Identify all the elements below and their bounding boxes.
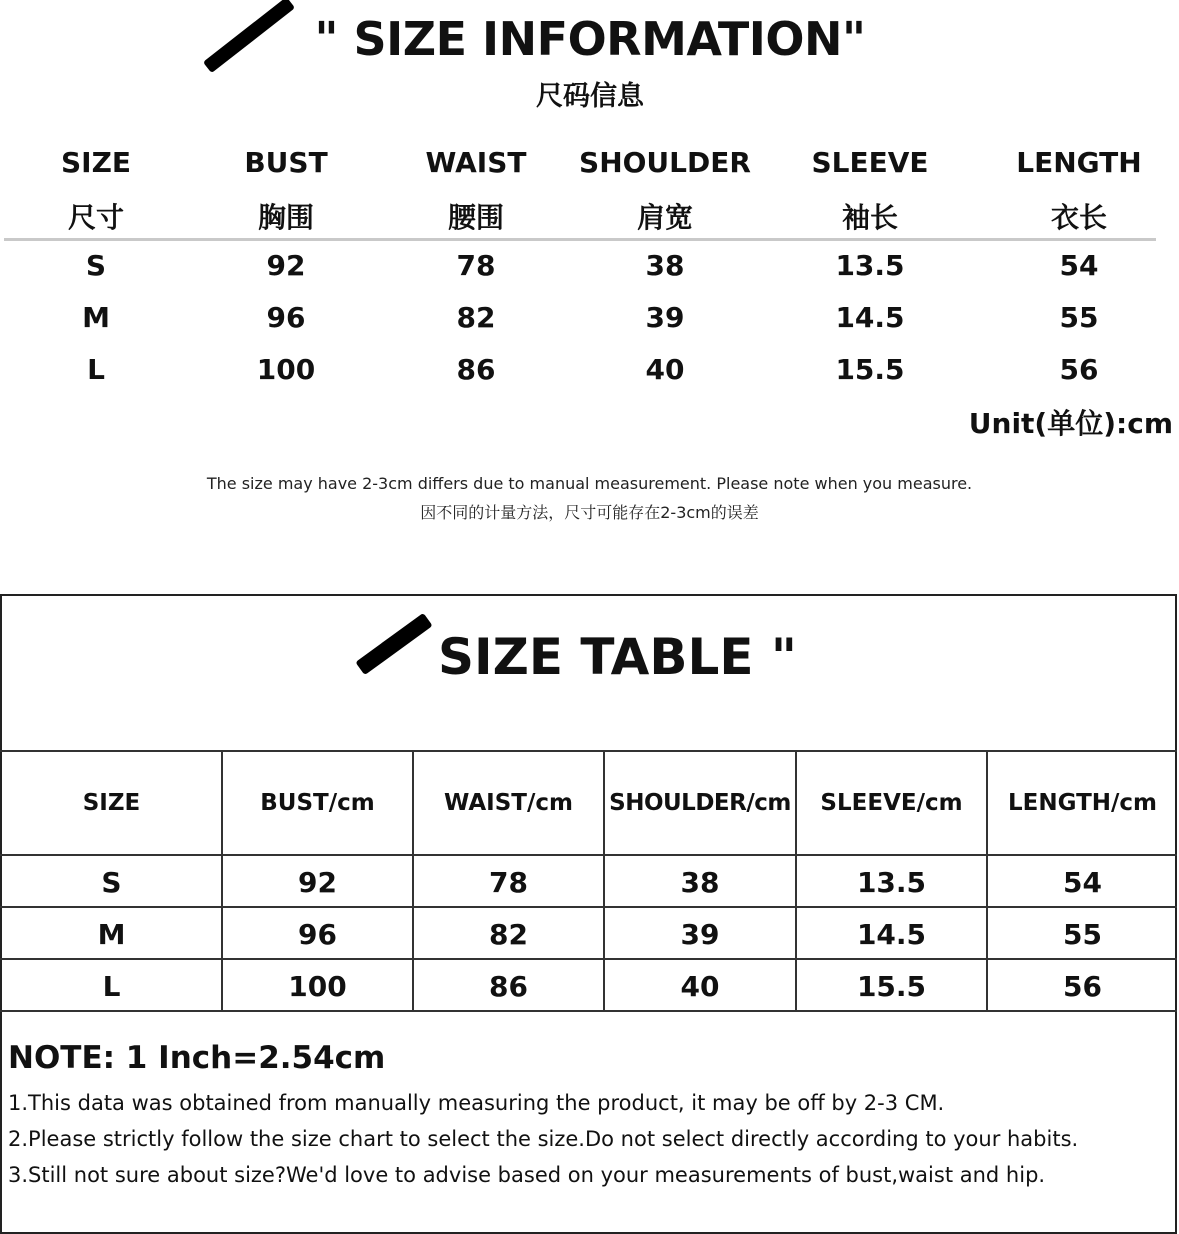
cell-bust: 100 — [256, 353, 316, 386]
cell-size: S — [85, 249, 107, 282]
note-line-3: 3.Still not sure about size?We'd love to advise based on your measurements of bust,waist and hip. — [8, 1163, 1046, 1187]
header-bust-cn: 胸围 — [257, 201, 314, 234]
table-cell-waist: 82 — [489, 918, 528, 951]
cell-sleeve: 15.5 — [835, 353, 905, 386]
table-rule — [0, 750, 1177, 752]
table-cell-bust: 96 — [298, 918, 337, 951]
measurement-note-en: The size may have 2-3cm differs due to manual measurement. Please note when you measure. — [206, 474, 973, 493]
table-cell-waist: 86 — [489, 970, 528, 1003]
table-header-sleeve: SLEEVE/cm — [820, 790, 963, 816]
cell-sleeve: 13.5 — [835, 249, 905, 282]
header-sleeve-en: SLEEVE — [811, 146, 929, 179]
cell-shoulder: 38 — [645, 249, 685, 282]
table-cell-length: 55 — [1063, 918, 1102, 951]
cell-shoulder: 40 — [645, 353, 685, 386]
table-header-size: SIZE — [82, 790, 141, 816]
decorative-slash-icon — [203, 0, 295, 73]
header-waist-cn: 腰围 — [447, 201, 504, 234]
table-cell-sleeve: 14.5 — [856, 918, 927, 951]
table-cell-shoulder: 40 — [680, 970, 720, 1003]
table-cell-sleeve: 13.5 — [856, 866, 927, 899]
header-sleeve-cn: 袖长 — [841, 201, 898, 234]
cell-shoulder: 39 — [645, 301, 685, 334]
note-heading: NOTE: 1 Inch=2.54cm — [8, 1040, 386, 1076]
header-bust-en: BUST — [244, 146, 328, 179]
size-information-subtitle: 尺码信息 — [536, 81, 644, 112]
header-length-en: LENGTH — [1016, 146, 1142, 179]
header-length-cn: 衣长 — [1050, 201, 1107, 234]
header-size-cn: 尺寸 — [67, 201, 124, 234]
cell-bust: 96 — [266, 301, 306, 334]
table-header-waist: WAIST/cm — [444, 790, 573, 816]
note-line-2: 2.Please strictly follow the size chart to select the size.Do not select directly according to your habits. — [8, 1127, 1079, 1151]
cell-length: 54 — [1059, 249, 1099, 282]
cell-waist: 86 — [456, 353, 496, 386]
size-table-title: SIZE TABLE " — [438, 628, 797, 686]
table-cell-bust: 100 — [288, 970, 347, 1003]
header-size-en: SIZE — [60, 146, 131, 179]
table-cell-size: L — [102, 970, 121, 1003]
cell-size: L — [87, 353, 105, 386]
table-cell-length: 56 — [1063, 970, 1102, 1003]
table-header-shoulder: SHOULDER/cm — [609, 790, 791, 816]
cell-bust: 92 — [266, 249, 306, 282]
measurement-note-cn: 因不同的计量方法，尺寸可能存在2-3cm的误差 — [420, 503, 759, 522]
table-cell-bust: 92 — [298, 866, 337, 899]
table-cell-size: S — [101, 866, 122, 899]
table-rule — [0, 958, 1177, 960]
unit-label: Unit(单位):cm — [968, 407, 1173, 440]
header-shoulder-en: SHOULDER — [579, 146, 751, 179]
table-header-length: LENGTH/cm — [1007, 790, 1158, 816]
cell-length: 55 — [1059, 301, 1099, 334]
table-rule — [0, 854, 1177, 856]
cell-waist: 82 — [456, 301, 496, 334]
size-information-title: " SIZE INFORMATION" — [314, 12, 866, 66]
cell-waist: 78 — [456, 249, 496, 282]
header-shoulder-cn: 肩宽 — [636, 201, 693, 234]
table-cell-size: M — [97, 918, 126, 951]
cell-size: M — [82, 301, 110, 334]
table-cell-shoulder: 39 — [680, 918, 720, 951]
table-cell-shoulder: 38 — [680, 866, 720, 899]
table-rule — [0, 906, 1177, 908]
table-cell-sleeve: 15.5 — [856, 970, 927, 1003]
table-rule — [0, 1010, 1177, 1012]
cell-sleeve: 14.5 — [835, 301, 905, 334]
header-waist-en: WAIST — [425, 146, 527, 179]
note-line-1: 1.This data was obtained from manually measuring the product, it may be off by 2-3 CM. — [8, 1091, 945, 1115]
header-divider — [4, 238, 1156, 241]
table-cell-waist: 78 — [489, 866, 528, 899]
cell-length: 56 — [1059, 353, 1099, 386]
table-cell-length: 54 — [1063, 866, 1102, 899]
table-header-bust: BUST/cm — [260, 790, 375, 816]
